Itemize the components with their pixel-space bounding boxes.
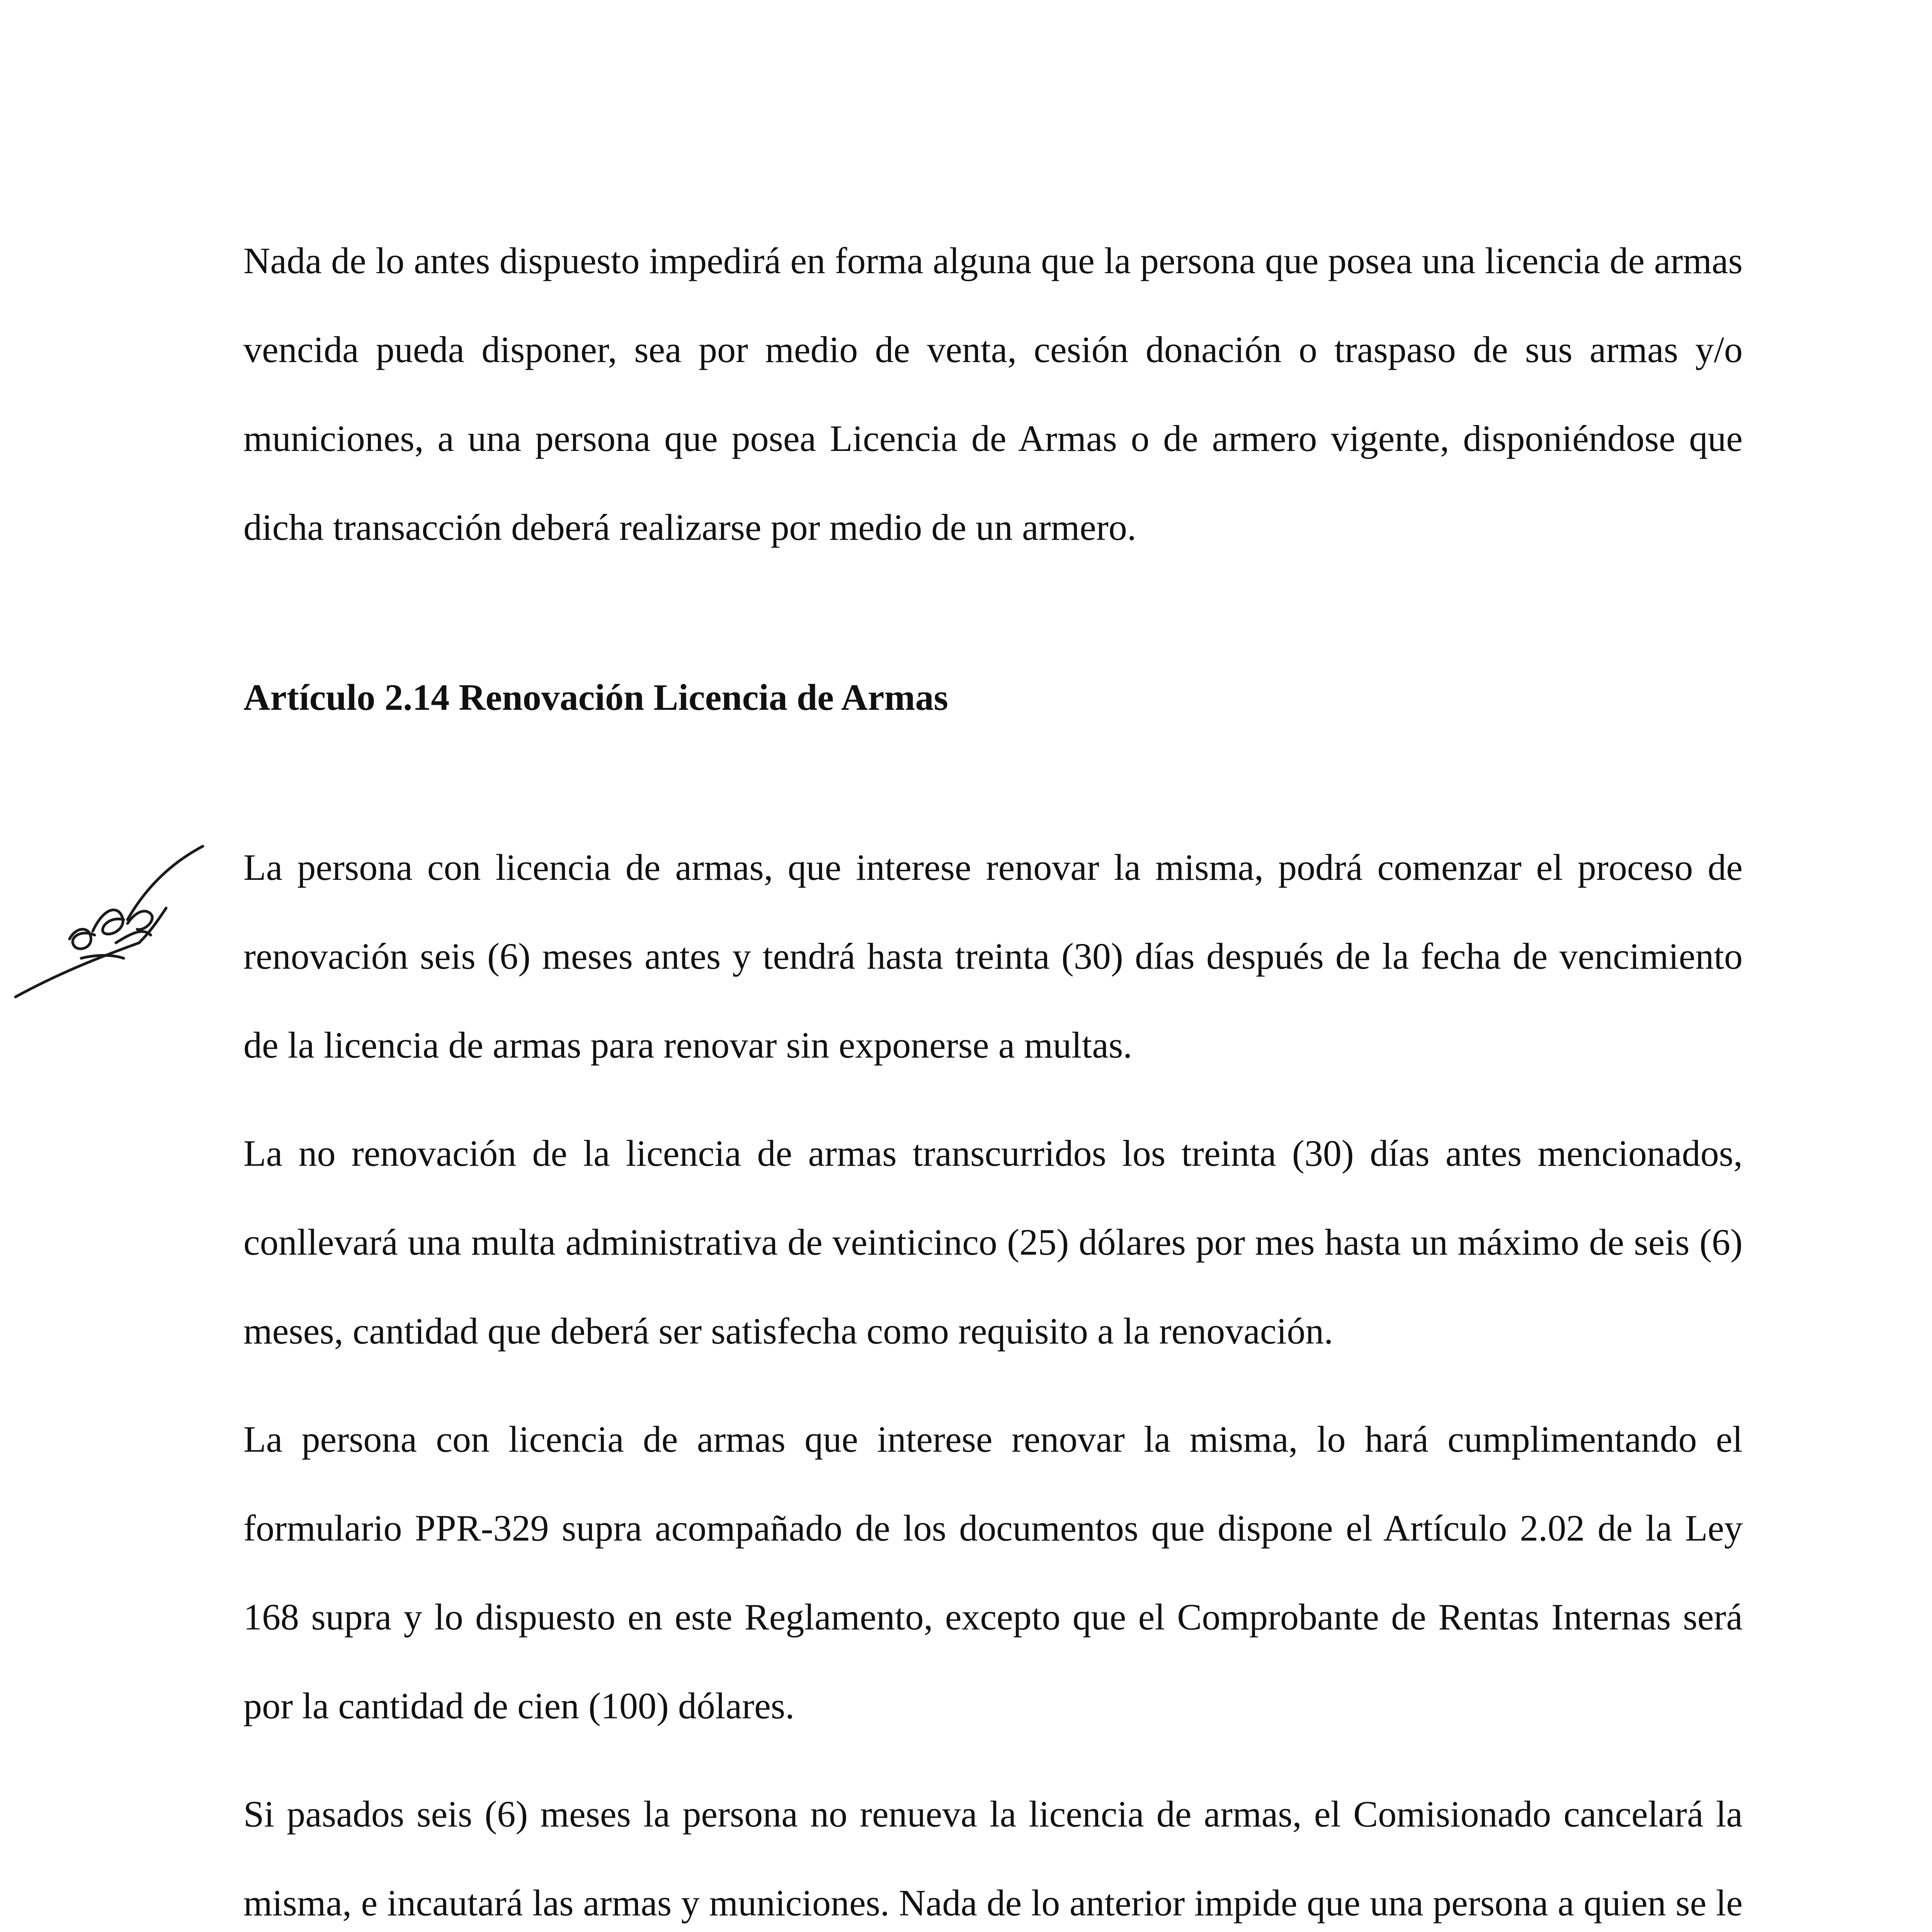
paragraph-cancellation (243, 1770, 1743, 1932)
paragraph-weapons-disposal: Nada de lo antes dispuesto impedirá en forma alguna que la persona que posea una licencia de armas vencida pueda disponer, sea por medio de venta, cesión donación o traspaso de sus armas y/o municiones, a una persona que posea Licencia de Armas o de armero vigente, disponiéndose que dicha transacción deberá realizarse por medio de un armero. (243, 240, 1743, 548)
document-body (243, 216, 1743, 1932)
paragraph-late-fine: La no renovación de la licencia de armas transcurridos los treinta (30) días antes mencionados, conllevará una multa administrativa de veinticinco (25) dólares por mes hasta un máximo de seis (6) meses, cantidad que deberá ser satisfecha como requisito a la renovación. (243, 1133, 1743, 1352)
article-heading: Artículo 2.14 Renovación Licencia de Armas (243, 677, 948, 718)
paragraph-renewal-period: La persona con licencia de armas, que interese renovar la misma, podrá comenzar el proceso de renovación seis (6) meses antes y tendrá hasta treinta (30) días después de la fecha de vencimiento de la licencia de armas para renovar sin exponerse a multas. (243, 847, 1743, 1066)
cancellation-text-part-1: Si pasados seis (6) meses la persona no renueva la licencia de armas, el Comisionado cancelará la misma, e incautará las armas y municiones. Nada de lo anterior impide que una persona a quien se le (243, 1793, 1743, 1923)
handwritten-initials-signature (12, 842, 205, 1005)
paragraph-renewal-form: La persona con licencia de armas que interese renovar la misma, lo hará cumplimentando el formulario PPR-329 supra acompañado de los documentos que dispone el Artículo 2.02 de la Ley 168 supra y lo dispuesto en este Reglamento, excepto que el Comprobante de Rentas Internas será por la cantidad de cien (100) dólares. (243, 1418, 1743, 1726)
